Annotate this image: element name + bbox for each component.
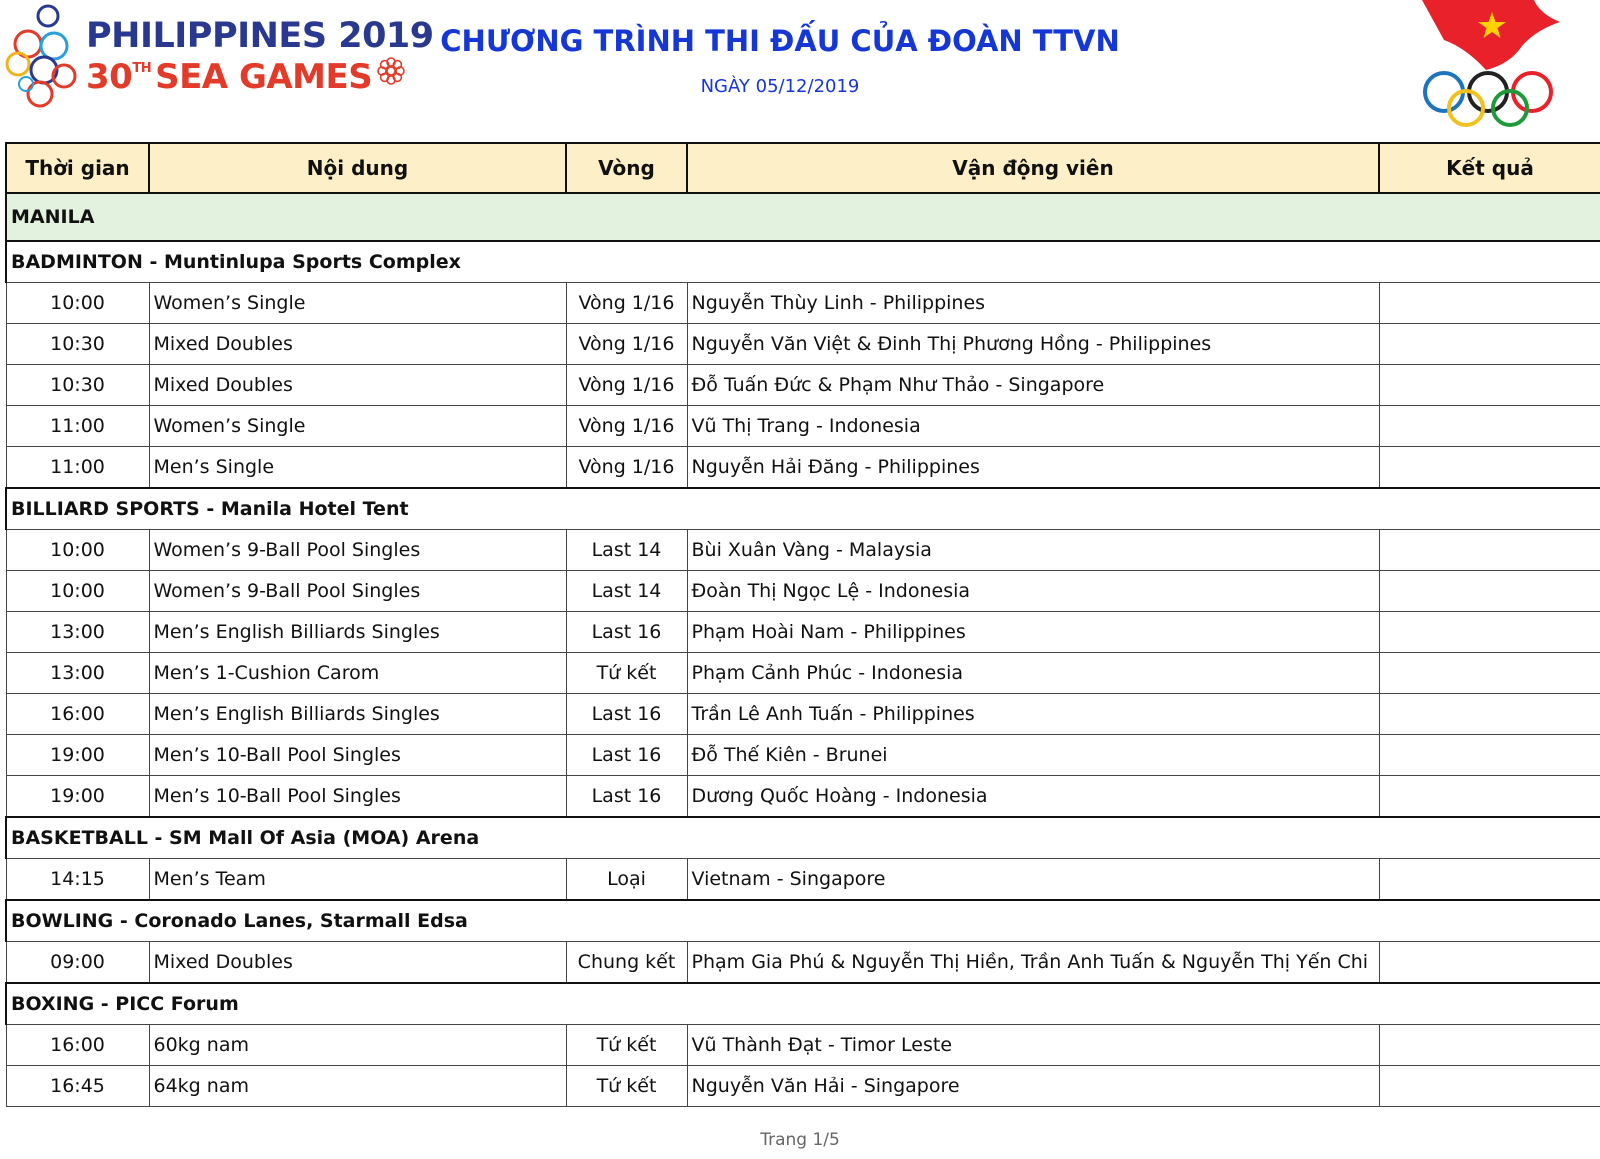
page-date: NGÀY 05/12/2019	[700, 76, 860, 97]
schedule-table	[5, 142, 1600, 1107]
table-row	[6, 942, 1600, 984]
cell-round: Vòng 1/16	[566, 447, 687, 489]
cell-athlete: Bùi Xuân Vàng - Malaysia	[687, 530, 1379, 571]
cell-time: 11:00	[6, 406, 149, 447]
cell-result	[1379, 1066, 1600, 1107]
cell-round: Last 16	[566, 776, 687, 818]
cell-time: 16:45	[6, 1066, 149, 1107]
table-row	[6, 365, 1600, 406]
cell-time: 10:00	[6, 530, 149, 571]
vietnam-flag-olympic-rings-logo	[1422, 0, 1572, 128]
cell-result	[1379, 776, 1600, 818]
cell-time: 10:30	[6, 365, 149, 406]
cell-event: Mixed Doubles	[149, 942, 566, 984]
cell-round: Last 16	[566, 694, 687, 735]
logo-number: 30	[86, 57, 133, 97]
cell-result	[1379, 365, 1600, 406]
cell-event: Women’s Single	[149, 406, 566, 447]
cell-time: 13:00	[6, 653, 149, 694]
cell-event: 64kg nam	[149, 1066, 566, 1107]
cell-athlete: Nguyễn Hải Đăng - Philippines	[687, 447, 1379, 489]
cell-athlete: Nguyễn Văn Hải - Singapore	[687, 1066, 1379, 1107]
page-number: Trang 1/5	[760, 1130, 840, 1150]
cell-event: Women’s Single	[149, 283, 566, 324]
cell-time: 16:00	[6, 694, 149, 735]
cell-event: Women’s 9-Ball Pool Singles	[149, 530, 566, 571]
cell-athlete: Vũ Thành Đạt - Timor Leste	[687, 1025, 1379, 1066]
cell-result	[1379, 283, 1600, 324]
col-header-event: Nội dung	[149, 143, 566, 193]
cell-result	[1379, 1025, 1600, 1066]
cell-athlete: Nguyễn Văn Việt & Đinh Thị Phương Hồng - Philippines	[687, 324, 1379, 365]
cell-round: Vòng 1/16	[566, 365, 687, 406]
table-row	[6, 776, 1600, 818]
table-row	[6, 694, 1600, 735]
cell-event: Mixed Doubles	[149, 324, 566, 365]
cell-round: Last 14	[566, 530, 687, 571]
cell-result	[1379, 859, 1600, 901]
cell-result	[1379, 942, 1600, 984]
cell-event: Men’s English Billiards Singles	[149, 612, 566, 653]
cell-round: Tứ kết	[566, 1066, 687, 1107]
cell-time: 10:00	[6, 283, 149, 324]
col-header-round: Vòng	[566, 143, 687, 193]
cell-round: Last 16	[566, 612, 687, 653]
cell-result	[1379, 612, 1600, 653]
logo-superscript: TH	[132, 61, 152, 76]
cell-athlete: Phạm Gia Phú & Nguyễn Thị Hiền, Trần Anh Tuấn & Nguyễn Thị Yến Chi	[687, 942, 1379, 984]
table-row	[6, 530, 1600, 571]
cell-result	[1379, 530, 1600, 571]
cell-athlete: Đỗ Tuấn Đức & Phạm Như Thảo - Singapore	[687, 365, 1379, 406]
cell-time: 10:00	[6, 571, 149, 612]
city-name: MANILA	[6, 193, 1600, 241]
cell-result	[1379, 324, 1600, 365]
cell-time: 19:00	[6, 776, 149, 818]
cell-athlete: Vũ Thị Trang - Indonesia	[687, 406, 1379, 447]
cell-round: Last 16	[566, 735, 687, 776]
cell-round: Loại	[566, 859, 687, 901]
cell-event: Men’s 10-Ball Pool Singles	[149, 776, 566, 818]
cell-round: Vòng 1/16	[566, 406, 687, 447]
cell-event: Women’s 9-Ball Pool Singles	[149, 571, 566, 612]
cell-event: 60kg nam	[149, 1025, 566, 1066]
col-header-result: Kết quả	[1379, 143, 1600, 193]
cell-round: Chung kết	[566, 942, 687, 984]
cell-athlete: Phạm Cảnh Phúc - Indonesia	[687, 653, 1379, 694]
logo-sea-games-text: SEA GAMES	[155, 57, 373, 97]
cell-event: Men’s Single	[149, 447, 566, 489]
cell-event: Men’s English Billiards Singles	[149, 694, 566, 735]
cell-result	[1379, 406, 1600, 447]
cell-time: 11:00	[6, 447, 149, 489]
cell-athlete: Đoàn Thị Ngọc Lệ - Indonesia	[687, 571, 1379, 612]
sea-games-logo	[4, 2, 434, 110]
section-header-row	[6, 900, 1600, 942]
cell-round: Vòng 1/16	[566, 283, 687, 324]
cell-athlete: Trần Lê Anh Tuấn - Philippines	[687, 694, 1379, 735]
table-header-row	[6, 143, 1600, 193]
cell-event: Mixed Doubles	[149, 365, 566, 406]
cell-time: 09:00	[6, 942, 149, 984]
cell-athlete: Đỗ Thế Kiên - Brunei	[687, 735, 1379, 776]
table-row	[6, 571, 1600, 612]
cell-time: 14:15	[6, 859, 149, 901]
table-row	[6, 283, 1600, 324]
cell-round: Vòng 1/16	[566, 324, 687, 365]
cell-result	[1379, 735, 1600, 776]
section-title: BILLIARD SPORTS - Manila Hotel Tent	[6, 488, 1600, 530]
cell-time: 13:00	[6, 612, 149, 653]
section-title: BADMINTON - Muntinlupa Sports Complex	[6, 241, 1600, 283]
table-row	[6, 447, 1600, 489]
cell-athlete: Vietnam - Singapore	[687, 859, 1379, 901]
cell-event: Men’s 1-Cushion Carom	[149, 653, 566, 694]
cell-round: Last 14	[566, 571, 687, 612]
logo-title: PHILIPPINES 2019	[86, 16, 434, 56]
cell-athlete: Dương Quốc Hoàng - Indonesia	[687, 776, 1379, 818]
cell-round: Tứ kết	[566, 653, 687, 694]
col-header-time: Thời gian	[6, 143, 149, 193]
cell-athlete: Phạm Hoài Nam - Philippines	[687, 612, 1379, 653]
cell-time: 10:30	[6, 324, 149, 365]
sea-games-flower-icon	[376, 56, 406, 86]
sea-games-rings-logo	[4, 2, 84, 110]
city-row	[6, 193, 1600, 241]
section-title: BOWLING - Coronado Lanes, Starmall Edsa	[6, 900, 1600, 942]
cell-result	[1379, 694, 1600, 735]
table-row	[6, 612, 1600, 653]
table-row	[6, 324, 1600, 365]
cell-athlete: Nguyễn Thùy Linh - Philippines	[687, 283, 1379, 324]
table-row	[6, 1025, 1600, 1066]
table-row	[6, 653, 1600, 694]
logo-subtitle	[86, 56, 406, 97]
section-title: BASKETBALL - SM Mall Of Asia (MOA) Arena	[6, 817, 1600, 859]
section-title: BOXING - PICC Forum	[6, 983, 1600, 1025]
cell-result	[1379, 571, 1600, 612]
table-row	[6, 1066, 1600, 1107]
table-row	[6, 406, 1600, 447]
cell-time: 16:00	[6, 1025, 149, 1066]
cell-result	[1379, 653, 1600, 694]
col-header-athlete: Vận động viên	[687, 143, 1379, 193]
table-row	[6, 735, 1600, 776]
cell-round: Tứ kết	[566, 1025, 687, 1066]
page-title: CHƯƠNG TRÌNH THI ĐẤU CỦA ĐOÀN TTVN	[440, 24, 1120, 58]
section-header-row	[6, 983, 1600, 1025]
section-header-row	[6, 817, 1600, 859]
cell-event: Men’s Team	[149, 859, 566, 901]
table-row	[6, 859, 1600, 901]
cell-event: Men’s 10-Ball Pool Singles	[149, 735, 566, 776]
cell-result	[1379, 447, 1600, 489]
section-header-row	[6, 241, 1600, 283]
cell-time: 19:00	[6, 735, 149, 776]
section-header-row	[6, 488, 1600, 530]
